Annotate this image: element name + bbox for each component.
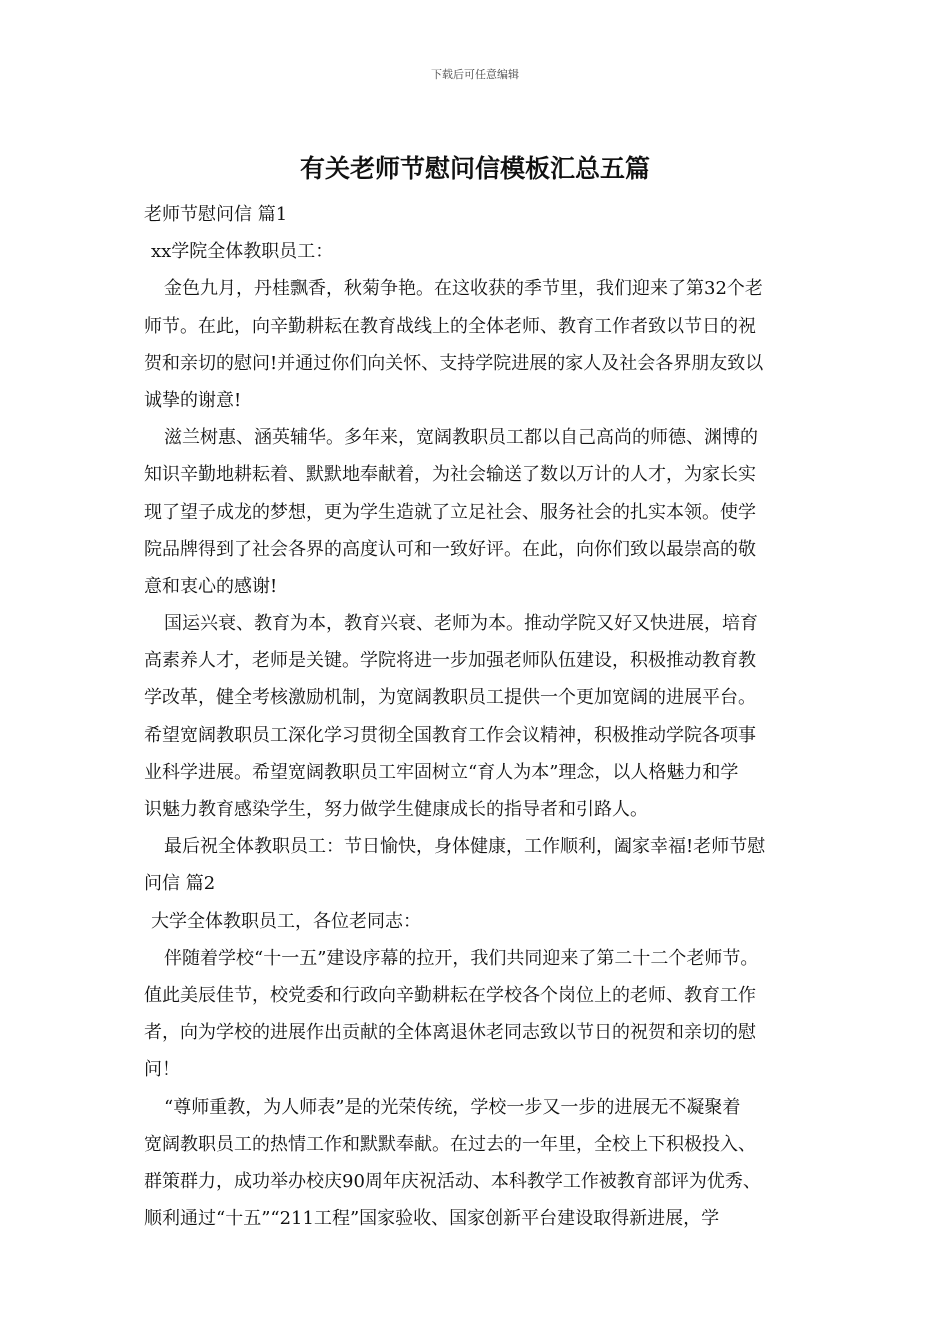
text-line: 问信 篇2	[144, 873, 216, 895]
text-line: 知识辛勤地耕耘着、默默地奉献着，为社会输送了数以万计的人才，为家长实	[144, 464, 756, 486]
text-line: 者，向为学校的进展作出贡献的全体离退休老同志致以节日的祝贺和亲切的慰	[144, 1022, 756, 1044]
text-line: 老师节慰问信 篇1	[144, 204, 288, 225]
text-line: 现了望子成龙的梦想，更为学生造就了立足社会、服务社会的扎实本领。使学	[144, 501, 756, 523]
text-line: 金色九月，丹桂飘香，秋菊争艳。在这收获的季节里，我们迎来了第32个老	[164, 278, 763, 300]
text-line: 伴随着学校“十一五”建设序幕的拉开，我们共同迎来了第二十二个老师节。	[164, 947, 759, 969]
text-line: 业科学进展。希望宽阔教职员工牢固树立“育人为本”理念，以人格魅力和学	[144, 761, 739, 783]
text-line: 诚挚的谢意!	[144, 389, 242, 411]
header-note: 下载后可任意编辑	[431, 68, 519, 81]
document-body	[144, 196, 824, 1237]
text-line: 国运兴衰、教育为本，教育兴衰、老师为本。推动学院又好又快进展，培育	[164, 613, 758, 635]
text-line: 最后祝全体教职员工：节日愉快，身体健康，工作顺利，阖家幸福!老师节慰	[164, 836, 766, 858]
text-line: 学改革，健全考核激励机制，为宽阔教职员工提供一个更加宽阔的进展平台。	[144, 687, 756, 709]
text-line: 师节。在此，向辛勤耕耘在教育战线上的全体老师、教育工作者致以节日的祝	[144, 315, 756, 337]
text-line: 意和衷心的感谢!	[144, 575, 278, 597]
text-line: 问！	[144, 1059, 180, 1081]
text-line: 大学全体教职员工，各位老同志：	[151, 910, 421, 932]
text-line: 希望宽阔教职员工深化学习贯彻全国教育工作会议精神，积极推动学院各项事	[144, 724, 756, 746]
text-line: 贺和亲切的慰问!并通过你们向关怀、支持学院进展的家人及社会各界朋友致以	[144, 352, 764, 374]
text-line: 值此美辰佳节，校党委和行政向辛勤耕耘在学校各个岗位上的老师、教育工作	[144, 984, 756, 1006]
text-line: 院品牌得到了社会各界的高度认可和一致好评。在此，向你们致以最崇高的敬	[144, 538, 756, 560]
text-line: 宽阔教职员工的热情工作和默默奉献。在过去的一年里，全校上下积极投入、	[144, 1133, 756, 1155]
text-line: xx学院全体教职员工：	[151, 241, 334, 263]
document-title: 有关老师节慰问信模板汇总五篇	[299, 154, 650, 183]
text-line: 群策群力，成功举办校庆90周年庆祝活动、本科教学工作被教育部评为优秀、	[144, 1170, 761, 1192]
text-line: “尊师重教，为人师表”是的光荣传统，学校一步又一步的进展无不凝聚着	[164, 1096, 741, 1118]
text-line: 顺利通过“十五”“211工程”国家验收、国家创新平台建设取得新进展，学	[144, 1208, 720, 1230]
text-line: 滋兰树惠、涵英辅华。多年来，宽阔教职员工都以自己高尚的师德、渊博的	[164, 427, 758, 449]
text-line: 识魅力教育感染学生，努力做学生健康成长的指导者和引路人。	[144, 799, 648, 820]
text-line: 高素养人才，老师是关键。学院将进一步加强老师队伍建设，积极推动教育教	[144, 650, 756, 672]
